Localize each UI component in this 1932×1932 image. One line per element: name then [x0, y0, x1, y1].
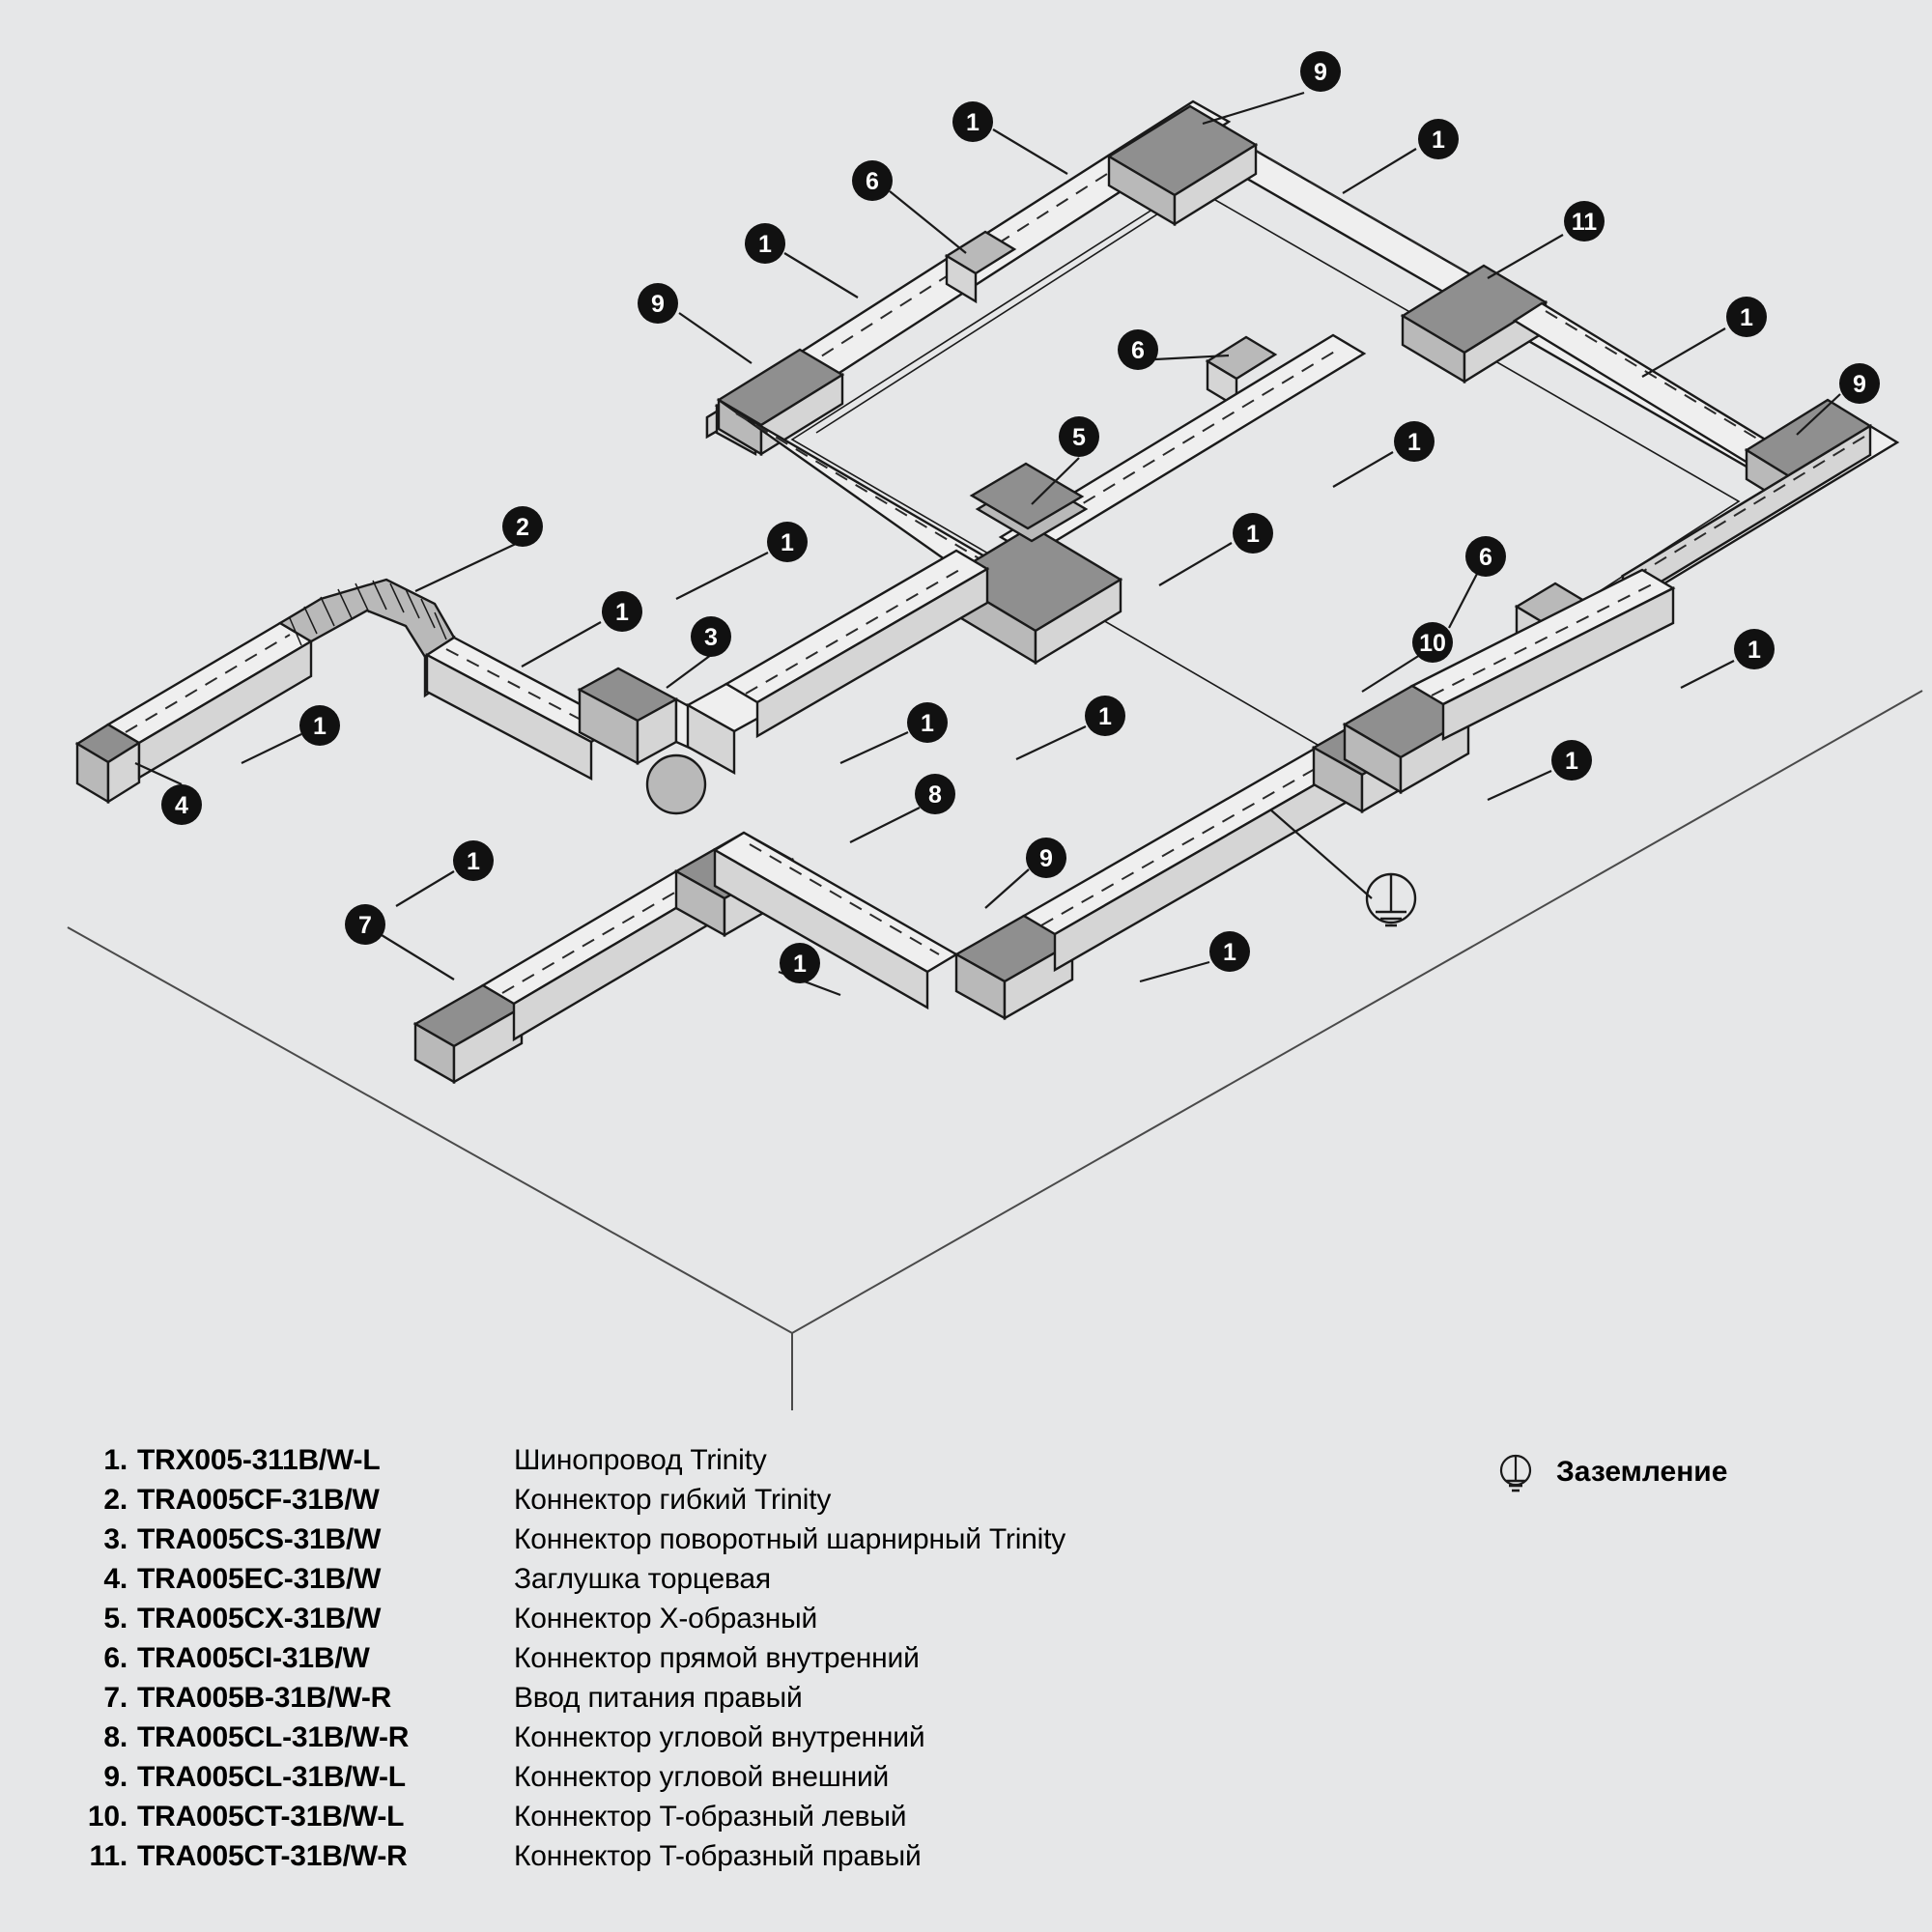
callout-marker[interactable]	[1118, 329, 1158, 370]
legend-number: 7.	[103, 1682, 128, 1714]
callout-label: 8	[928, 781, 942, 809]
legend-code: TRA005B-31B/W-R	[137, 1682, 392, 1714]
legend-description: Коннектор угловой внешний	[514, 1761, 890, 1793]
callout-marker[interactable]	[299, 705, 340, 746]
legend-code: TRX005-311B/W-L	[137, 1444, 381, 1476]
legend-description: Шинопровод Trinity	[514, 1444, 767, 1476]
callout-marker[interactable]	[161, 784, 202, 825]
legend-description: Коннектор T-образный левый	[514, 1801, 907, 1833]
callout-marker[interactable]	[745, 223, 785, 264]
legend-row	[68, 1801, 1323, 1840]
callout-marker[interactable]	[767, 522, 808, 562]
callout-marker[interactable]	[1300, 51, 1341, 92]
callout-label: 1	[467, 848, 480, 875]
legend-code: TRA005CL-31B/W-L	[137, 1761, 406, 1793]
legend-number: 10.	[87, 1801, 128, 1833]
callout-label: 1	[758, 231, 772, 258]
callout-label: 1	[793, 951, 807, 978]
legend-row	[68, 1603, 1323, 1642]
callout-label: 3	[704, 624, 718, 651]
callout-marker[interactable]	[1394, 421, 1435, 462]
callout-label: 6	[866, 168, 879, 195]
legend-code: TRA005EC-31B/W	[137, 1563, 382, 1595]
callout-marker[interactable]	[1233, 513, 1273, 554]
ceiling-plane	[68, 691, 1922, 1410]
legend-number: 11.	[89, 1840, 128, 1872]
callout-label: 6	[1131, 337, 1145, 364]
legend-code: TRA005CI-31B/W	[137, 1642, 370, 1674]
legend-row	[68, 1761, 1323, 1801]
callout-label: 1	[1565, 748, 1578, 775]
legend-code: TRA005CL-31B/W-R	[137, 1721, 410, 1753]
callout-marker[interactable]	[907, 702, 948, 743]
legend-code: TRA005CT-31B/W-R	[137, 1840, 408, 1872]
callout-label: 1	[1740, 304, 1753, 331]
callout-label: 2	[516, 514, 529, 541]
callout-label: 9	[651, 291, 665, 318]
legend-description: Коннектор T-образный правый	[514, 1840, 922, 1872]
legend-list	[68, 1444, 1323, 1880]
legend-row	[68, 1840, 1323, 1880]
callout-marker[interactable]	[1465, 536, 1506, 577]
legend-description: Коннектор X-образный	[514, 1603, 818, 1634]
callout-marker[interactable]	[345, 904, 385, 945]
callout-marker[interactable]	[691, 616, 731, 657]
legend-number: 9.	[103, 1761, 128, 1793]
callout-marker[interactable]	[852, 160, 893, 201]
legend-description: Коннектор гибкий Trinity	[514, 1484, 832, 1516]
callout-label: 1	[781, 529, 794, 556]
legend-row	[68, 1484, 1323, 1523]
legend-number: 3.	[103, 1523, 128, 1555]
legend-number: 2.	[103, 1484, 128, 1516]
callout-marker[interactable]	[1059, 416, 1099, 457]
callout-label: 1	[1098, 703, 1112, 730]
legend-number: 4.	[103, 1563, 128, 1595]
legend-row	[68, 1682, 1323, 1721]
track-left-arm	[77, 551, 987, 813]
legend-number: 6.	[103, 1642, 128, 1674]
legend-number: 5.	[103, 1603, 128, 1634]
callout-label: 1	[921, 710, 934, 737]
callout-label: 1	[615, 599, 629, 626]
legend-row	[68, 1642, 1323, 1682]
callout-label: 1	[1246, 521, 1260, 548]
legend-code: TRA005CF-31B/W	[137, 1484, 380, 1516]
callout-marker[interactable]	[915, 774, 955, 814]
callout-label: 10	[1419, 630, 1446, 657]
callout-label: 9	[1039, 845, 1053, 872]
callout-marker[interactable]	[1734, 629, 1775, 669]
ground-icon	[1492, 1449, 1539, 1495]
callout-label: 1	[1407, 429, 1421, 456]
callout-marker[interactable]	[1085, 696, 1125, 736]
callout-label: 11	[1571, 209, 1598, 236]
callout-marker[interactable]	[1026, 838, 1066, 878]
legend-description: Коннектор поворотный шарнирный Trinity	[514, 1523, 1066, 1555]
legend-row	[68, 1563, 1323, 1603]
callout-label: 1	[313, 713, 327, 740]
legend-number: 8.	[103, 1721, 128, 1753]
legend-row	[68, 1721, 1323, 1761]
callout-marker[interactable]	[638, 283, 678, 324]
callout-label: 9	[1853, 371, 1866, 398]
legend-description: Коннектор прямой внутренний	[514, 1642, 920, 1674]
callout-label: 9	[1314, 59, 1327, 86]
legend-description: Коннектор угловой внутренний	[514, 1721, 925, 1753]
callout-label: 1	[1223, 939, 1236, 966]
legend-description: Заглушка торцевая	[514, 1563, 771, 1595]
callout-marker[interactable]	[1412, 622, 1453, 663]
callout-marker[interactable]	[1564, 201, 1605, 242]
callout-marker[interactable]	[453, 840, 494, 881]
legend-code: TRA005CX-31B/W	[137, 1603, 382, 1634]
callout-marker[interactable]	[1839, 363, 1880, 404]
legend-row	[68, 1523, 1323, 1563]
callout-label: 4	[175, 792, 188, 819]
callout-marker[interactable]	[502, 506, 543, 547]
callout-marker[interactable]	[1418, 119, 1459, 159]
ground-legend	[1492, 1449, 1727, 1495]
ground-legend-label: Заземление	[1556, 1456, 1728, 1488]
callout-marker[interactable]	[1551, 740, 1592, 781]
callout-label: 1	[966, 109, 980, 136]
legend-number: 1.	[103, 1444, 128, 1476]
callout-label: 1	[1747, 637, 1761, 664]
legend-code: TRA005CS-31B/W	[137, 1523, 382, 1555]
callout-label: 7	[358, 912, 372, 939]
callout-marker[interactable]	[952, 101, 993, 142]
legend-row	[68, 1444, 1323, 1484]
callout-label: 5	[1072, 424, 1086, 451]
legend-description: Ввод питания правый	[514, 1682, 803, 1714]
callout-marker[interactable]	[1209, 931, 1250, 972]
callout-marker[interactable]	[780, 943, 820, 983]
callout-label: 6	[1479, 544, 1492, 571]
callout-label: 1	[1432, 127, 1445, 154]
legend-code: TRA005CT-31B/W-L	[137, 1801, 405, 1833]
callout-marker[interactable]	[602, 591, 642, 632]
callout-marker[interactable]	[1726, 297, 1767, 337]
